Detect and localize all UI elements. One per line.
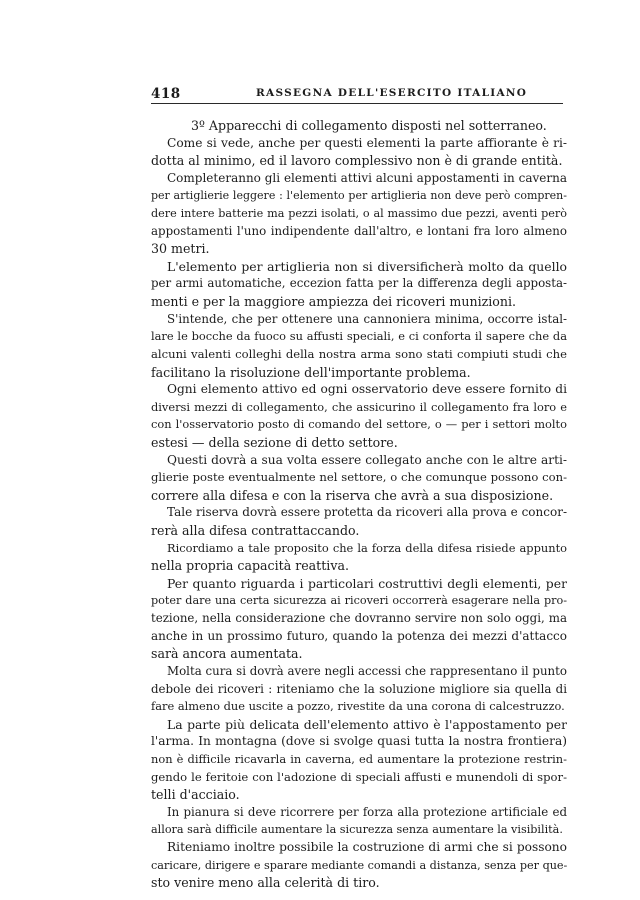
text-line: rerà alla difesa contrattaccando. — [151, 523, 360, 539]
text-line: L'elemento per artiglieria non si diversificherà molto da quello — [167, 258, 567, 274]
header-rule — [151, 103, 563, 104]
text-line: non è difficile ricavarla in caverna, ed aumentare la protezione restrin- — [151, 751, 567, 766]
text-line: alcuni valenti colleghi della nostra arma sono stati compiuti studi che — [151, 346, 567, 361]
text-line: per armi automatiche, eccezion fatta per la differenza degli apposta- — [151, 276, 567, 291]
text-line: Questi dovrà a sua volta essere collegato anche con le altre arti- — [167, 452, 567, 467]
text-line: estesi — della sezione di detto settore. — [151, 434, 398, 450]
text-line: telli d'acciaio. — [151, 787, 240, 803]
text-line: correre alla difesa e con la riserva che avrà a sua disposizione. — [151, 487, 554, 503]
text-line: l'arma. In montagna (dove si svolge quasi tutta la nostra frontiera) — [151, 734, 567, 749]
text-line: tezione, nella considerazione che dovranno servire non solo oggi, ma — [151, 611, 567, 626]
text-line: S'intende, che per ottenere una cannoniera minima, occorre istal- — [167, 311, 567, 326]
text-line: Molta cura si dovrà avere negli accessi che rappresentano il punto — [167, 663, 567, 678]
text-line: poter dare una certa sicurezza ai ricoveri occorrerà esagerare nella pro- — [151, 594, 567, 608]
text-line: 3º Apparecchi di collegamento disposti nel sotterraneo. — [191, 118, 547, 133]
text-line: lare le bocche da fuoco su affusti speciali, e ci conforta il sapere che da — [151, 329, 567, 344]
page-number: 418 — [151, 86, 181, 102]
text-line: Tale riserva dovrà essere protetta da ricoveri alla prova e concor- — [167, 505, 567, 520]
text-line: In pianura si deve ricorrere per forza alla protezione artificiale ed — [167, 804, 567, 819]
text-line: allora sarà difficile aumentare la sicurezza senza aumentare la visibilità. — [151, 823, 563, 837]
text-line: Completeranno gli elementi attivi alcuni appostamenti in caverna — [167, 170, 567, 185]
text-line: dere intere batterie ma pezzi isolati, o al massimo due pezzi, aventi però — [151, 207, 567, 221]
text-line: fare almeno due uscite a pozzo, rivestite da una corona di calcestruzzo. — [151, 699, 565, 714]
text-line: debole dei ricoveri : riteniamo che la soluzione migliore sia quella di — [151, 681, 567, 696]
text-line: caricare, dirigere e sparare mediante comandi a distanza, senza per que- — [151, 858, 567, 872]
text-line: con l'osservatorio posto di comando del settore, o — per i settori molto — [151, 417, 567, 432]
text-line: appostamenti l'uno indipendente dall'altro, e lontani fra loro almeno — [151, 223, 567, 238]
text-line: 30 metri. — [151, 241, 210, 257]
text-line: dotta al minimo, ed il lavoro complessivo non è di grande entità. — [151, 153, 563, 169]
running-title: RASSEGNA DELL'ESERCITO ITALIANO — [256, 87, 528, 99]
text-line: menti e per la maggiore ampiezza dei ricoveri munizioni. — [151, 294, 516, 310]
text-line: Riteniamo inoltre possibile la costruzione di armi che si possono — [167, 839, 567, 854]
text-line: Per quanto riguarda i particolari costruttivi degli elementi, per — [167, 575, 567, 591]
text-line: sarà ancora aumentata. — [151, 646, 303, 662]
text-line: nella propria capacità reattiva. — [151, 558, 349, 574]
text-line: anche in un prossimo futuro, quando la potenza dei mezzi d'attacco — [151, 628, 567, 643]
text-line: sto venire meno alla celerità di tiro. — [151, 875, 380, 891]
text-line: per artiglierie leggere : l'elemento per artiglieria non deve però compren- — [151, 189, 567, 203]
body-text — [151, 117, 567, 892]
text-line: glierie poste eventualmente nel settore, o che comunque possono con- — [151, 470, 567, 485]
text-line: Ricordiamo a tale proposito che la forza della difesa risiede appunto — [167, 540, 567, 555]
text-line: diversi mezzi di collegamento, che assicurino il collegamento fra loro e — [151, 399, 567, 414]
text-line: La parte più delicata dell'elemento attivo è l'appostamento per — [167, 716, 567, 732]
text-line: facilitano la risoluzione dell'importante problema. — [151, 364, 471, 380]
text-line: Come si vede, anche per questi elementi la parte affiorante è ri- — [167, 135, 567, 150]
text-line: Ogni elemento attivo ed ogni osservatorio deve essere fornito di — [167, 382, 567, 397]
text-line: gendo le feritoie con l'adozione di speciali affusti e munendoli di spor- — [151, 769, 567, 784]
